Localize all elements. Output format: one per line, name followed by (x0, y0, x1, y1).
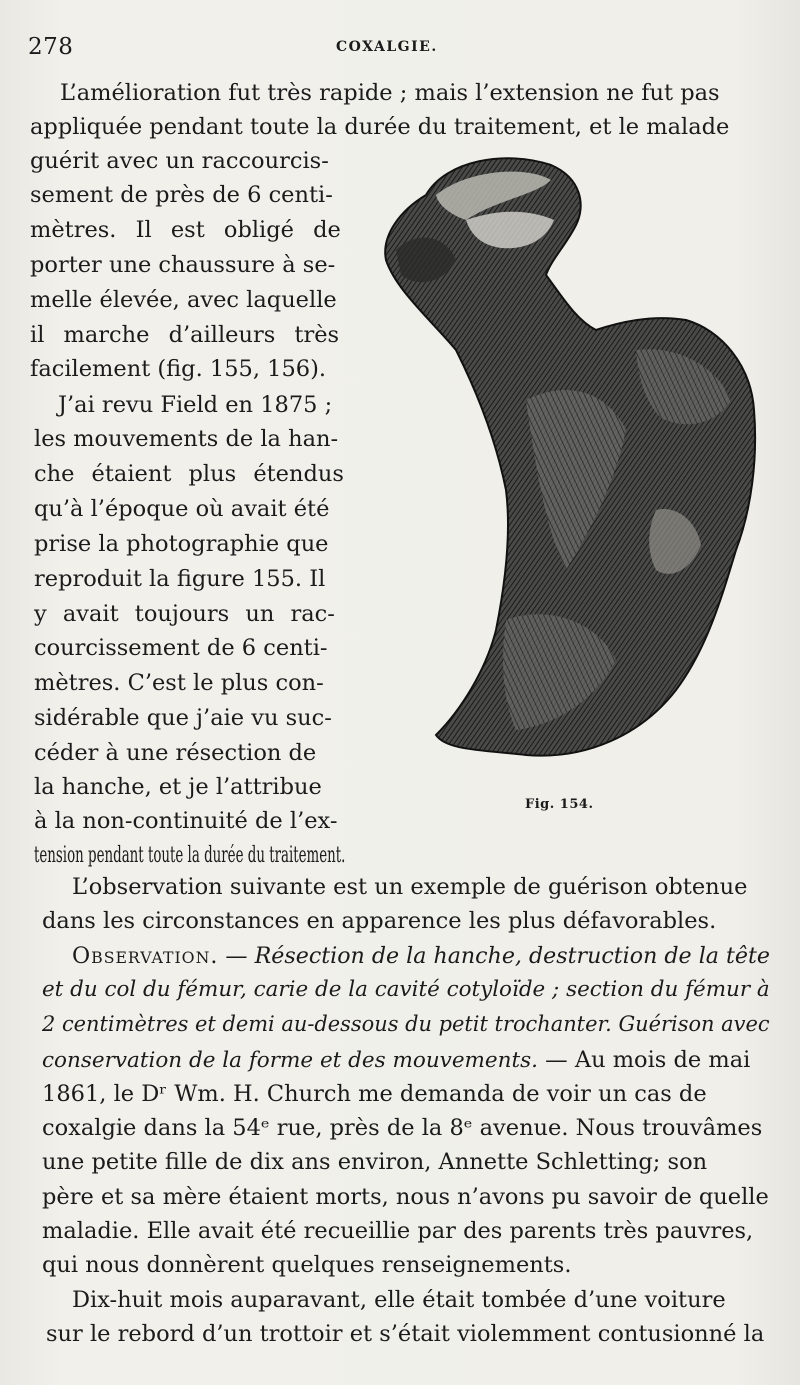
observation-text: — Au mois de mai (538, 1047, 751, 1073)
observation-line (72, 939, 770, 973)
text-line: à la non-continuité de l’ex- (34, 808, 338, 834)
figure-caption: Fig. 154. (525, 797, 594, 812)
text-line: L’amélioration fut très rapide ; mais l’extension ne fut pas (60, 80, 720, 106)
text-line: melle élevée, avec laquelle (30, 287, 337, 313)
observation-label: Observation. (72, 943, 219, 969)
text-line: il marche d’ailleurs très (30, 322, 340, 348)
observation-title: Résection de la hanche, destruction de la tête (254, 943, 771, 969)
text-line: qu’à l’époque où avait été (34, 496, 330, 522)
text-line: qui nous donnèrent quelques renseignements. (42, 1252, 572, 1278)
text-line: Dix-huit mois auparavant, elle était tombée d’une voiture (72, 1287, 726, 1313)
text-line: 1861, le Dʳ Wm. H. Church me demanda de voir un cas de (42, 1081, 707, 1107)
text-line: courcissement de 6 centi- (34, 635, 328, 661)
text-line: céder à une résection de (34, 740, 317, 766)
text-line: L’observation suivante est un exemple de guérison obtenue (72, 874, 748, 900)
observation-line (42, 1043, 750, 1078)
text-line: che étaient plus étendus (34, 461, 344, 487)
text-line: une petite fille de dix ans environ, Annette Schletting; son (42, 1149, 708, 1175)
text-line: appliquée pendant toute la durée du traitement, et le malade (30, 114, 730, 140)
text-line: reproduit la figure 155. Il (34, 566, 326, 592)
running-head: COXALGIE. (336, 39, 438, 55)
page-header (28, 34, 768, 64)
text-line: mètres. Il est obligé de (30, 217, 341, 243)
text-line: maladie. Elle avait été recueillie par des parents très pauvres, (42, 1218, 754, 1244)
text-line: prise la photographie que (34, 531, 329, 557)
text-line: 2 centimètres et demi au-dessous du petit trochanter. Guérison avec (42, 1012, 770, 1037)
text-line: mètres. C’est le plus con- (34, 670, 324, 696)
text-line: coxalgie dans la 54ᵉ rue, près de la 8ᵉ avenue. Nous trouvâmes (42, 1115, 763, 1141)
text-line: facilement (fig. 155, 156). (30, 356, 327, 382)
text-line: porter une chaussure à se- (30, 252, 336, 278)
femur-illustration (376, 150, 760, 768)
text-line: la hanche, et je l’attribue (34, 774, 322, 800)
text-line: J’ai revu Field en 1875 ; (58, 392, 333, 418)
text-line: les mouvements de la han- (34, 426, 339, 452)
text-line: tension pendant toute la durée du traitement. (34, 842, 346, 868)
text-line: guérit avec un raccourcis- (30, 148, 329, 174)
femur-engraving (376, 150, 760, 768)
text-line: père et sa mère étaient morts, nous n’avons pu savoir de quelle (42, 1184, 769, 1210)
observation-title: conservation de la forme et des mouvements. (42, 1048, 539, 1073)
text-line: y avait toujours un rac- (34, 601, 335, 627)
text-line: sur le rebord d’un trottoir et s’était violemment contusionné la (46, 1321, 765, 1347)
text-line: dans les circonstances en apparence les plus défavorables. (42, 908, 717, 934)
text-line: et du col du fémur, carie de la cavité cotyloïde ; section du fémur à (42, 977, 770, 1002)
page-number: 278 (28, 34, 74, 60)
observation-dash: — (218, 943, 255, 969)
text-line: sement de près de 6 centi- (30, 182, 333, 208)
text-line: sidérable que j’aie vu suc- (34, 705, 332, 731)
